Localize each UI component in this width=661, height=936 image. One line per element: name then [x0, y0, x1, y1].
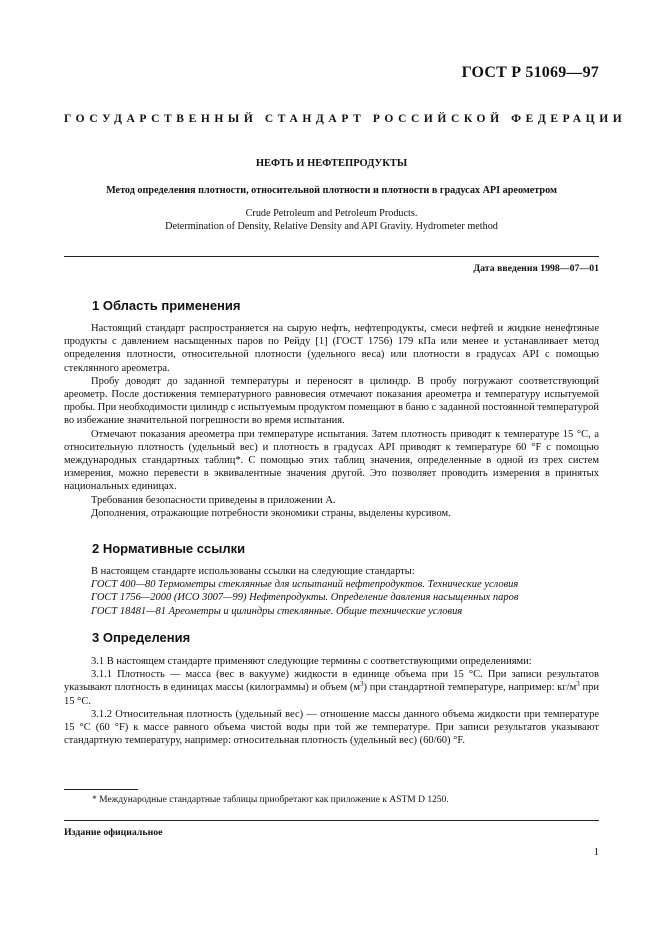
- section-1-paragraph: Дополнения, отражающие потребности экономики страны, выделены курсивом.: [91, 507, 451, 519]
- edition-label: Издание официальное: [64, 827, 163, 838]
- section-1-body: [64, 322, 599, 520]
- section-1-paragraph: Настоящий стандарт распространяется на сырую нефть, нефтепродукты, смеси нефтей и жидкие ненефтяные продукты с давлением насыщенных паров по Рейду [1] (ГОСТ 1756) 179 кПа или менее и устанавливает метод определения плотности, относительной плотности (удельного веса) или плотности в градусах API с помощью стеклянного ареометра.: [64, 323, 599, 374]
- section-1-paragraph: Пробу доводят до заданной температуры и переносят в цилиндр. В пробу погружают соответствующий ареометр. После достижения температурного равновесия отмечают показания ареометра и температуру испытуемой пробы. При необходимости цилиндр с испытуемым продуктом помещают в баню с заданной постоянной температурой во избежание значительной погрешности во время испытания.: [64, 375, 599, 427]
- section-3-body: [64, 655, 599, 747]
- definition-text: при 15 °С.: [64, 682, 599, 707]
- definition-text: ) при стандартной температуре, например: кг/м: [363, 682, 577, 694]
- definition-relative-density: 3.1.2 Относительная плотность (удельный вес) — отношение массы данного объема жидкости при температуре 15 °С (60 °F) к массе равного объема чистой воды при той же температуре. При записи результатов указывают стандартную температуру, например: относительная плотность (удельный вес) (60/60) °F.: [64, 708, 599, 747]
- footnote: * Международные стандартные таблицы приобретают как приложение к ASTM D 1250.: [92, 795, 449, 805]
- superscript: 3: [576, 680, 580, 689]
- footer-divider: [64, 820, 599, 821]
- superscript: 3: [360, 680, 364, 689]
- state-standard-banner: ГОСУДАРСТВЕННЫЙ СТАНДАРТ РОССИЙСКОЙ ФЕДЕРАЦИИ: [64, 113, 627, 125]
- document-code: ГОСТ Р 51069—97: [461, 64, 599, 81]
- section-1-paragraph: Требования безопасности приведены в приложении А.: [91, 494, 336, 506]
- definition-density: [64, 668, 599, 708]
- normative-reference: ГОСТ 400—80 Термометры стеклянные для испытаний нефтепродуктов. Технические условия: [91, 579, 519, 591]
- normative-reference: ГОСТ 1756—2000 (ИСО 3007—99) Нефтепродукты. Определение давления насыщенных паров: [91, 592, 519, 604]
- section-3-heading: 3 Определения: [92, 630, 191, 645]
- section-1-heading: 1 Область применения: [92, 298, 241, 313]
- section-2-paragraph: В настоящем стандарте использованы ссылки на следующие стандарты:: [91, 566, 415, 577]
- definition-paragraph: 3.1 В настоящем стандарте применяют следующие термины с соответствующими определениями:: [91, 656, 532, 667]
- introduction-date: Дата введения 1998—07—01: [473, 263, 599, 274]
- document-title: НЕФТЬ И НЕФТЕПРОДУКТЫ: [255, 158, 408, 169]
- english-title-line-1: Crude Petroleum and Petroleum Products.: [245, 208, 418, 219]
- footnote-separator: [64, 789, 138, 790]
- page-number: 1: [593, 847, 599, 858]
- english-title-line-2: Determination of Density, Relative Density and API Gravity. Hydrometer method: [165, 220, 498, 232]
- normative-reference: ГОСТ 18481—81 Ареометры и цилиндры стеклянные. Общие технические условия: [91, 605, 463, 617]
- english-title: [64, 208, 599, 233]
- definition-text: 3.1.1 Плотность — масса (вес в вакууме) жидкости в единице объема при 15 °С. При записи результатов указывают плотность в единицах массы (килограммы) и объем (м: [64, 669, 599, 694]
- document-subtitle: Метод определения плотности, относительной плотности и плотности в градусах API ареометром: [106, 185, 557, 196]
- title-divider: [64, 256, 599, 257]
- section-2-heading: 2 Нормативные ссылки: [92, 541, 246, 556]
- section-2-body: [64, 565, 599, 618]
- section-1-paragraph: Отмечают показания ареометра при температуре испытания. Затем плотность приводят к температуре 15 °С, а относительную плотность (удельный вес) и плотность в градусах API приводят к температуре 60 °F с помощью международных стандартных таблиц*. С помощью этих таблиц значения, определенные в одной из трех систем измерения, можно перевести в эквивалентные значения другой. Это позволяет проводить измерения в принятых национальных единицах.: [64, 428, 599, 493]
